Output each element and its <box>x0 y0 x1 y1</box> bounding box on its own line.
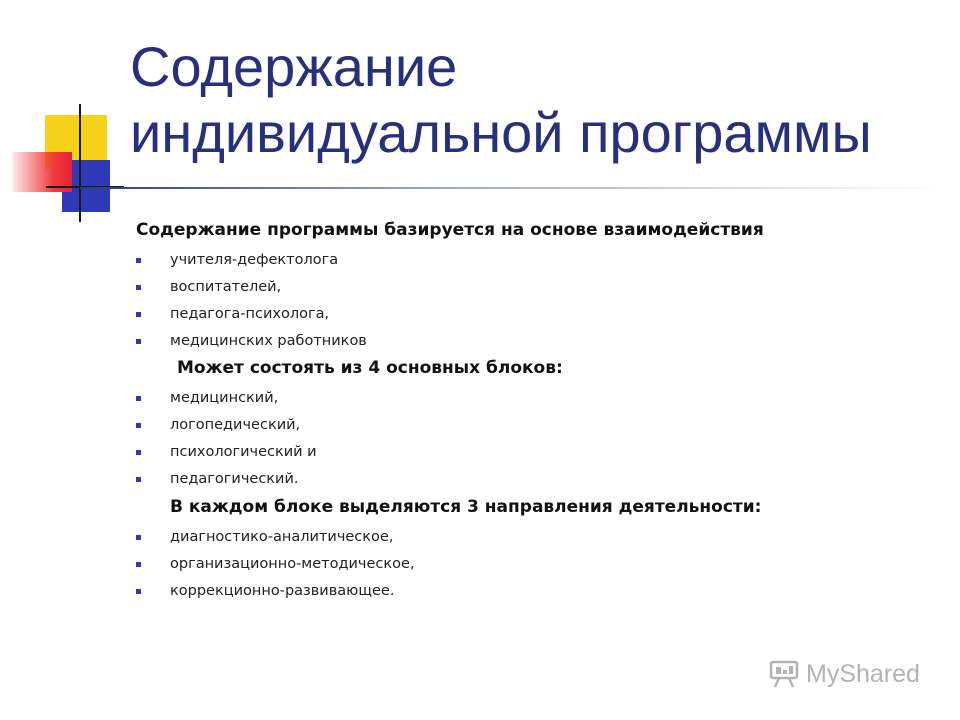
section-heading-blocks: Может состоять из 4 основных блоков: <box>177 358 563 378</box>
list-item-text: коррекционно-развивающее. <box>170 583 395 599</box>
watermark-logo <box>768 656 938 692</box>
bullet-icon <box>136 477 141 482</box>
slide-title-line-2: индивидуальной программы <box>130 101 872 164</box>
decor-vertical-line <box>79 104 81 222</box>
title-underline <box>80 187 940 189</box>
section-heading-directions: В каждом блоке выделяются 3 направления деятельности: <box>170 497 762 517</box>
list-item-text: организационно-методическое, <box>170 556 415 572</box>
presentation-board-icon <box>768 658 800 690</box>
list-item-text: психологический и <box>170 444 317 460</box>
list-item-text: медицинских работников <box>170 333 367 349</box>
watermark-text: MyShared <box>806 660 920 688</box>
bullet-icon <box>136 396 141 401</box>
list-item-text: диагностико-аналитическое, <box>170 529 394 545</box>
bullet-icon <box>136 423 141 428</box>
list-item-text: логопедический, <box>170 417 301 433</box>
bullet-icon <box>136 312 141 317</box>
list-item-text: воспитателей, <box>170 279 282 295</box>
slide-title-line-1: Содержание <box>130 35 458 98</box>
list-item-text: учителя-дефектолога <box>170 252 339 268</box>
slide-title <box>130 34 930 166</box>
list-item-text: медицинский, <box>170 390 279 406</box>
bullet-icon <box>136 450 141 455</box>
bullet-icon <box>136 535 141 540</box>
list-item-text: педагогический. <box>170 471 299 487</box>
list-item-text: педагога-психолога, <box>170 306 330 322</box>
bullet-icon <box>136 285 141 290</box>
bullet-icon <box>136 258 141 263</box>
bullet-icon <box>136 562 141 567</box>
bullet-icon <box>136 339 141 344</box>
section-heading-interaction: Содержание программы базируется на основе взаимодействия <box>136 220 764 240</box>
bullet-icon <box>136 589 141 594</box>
